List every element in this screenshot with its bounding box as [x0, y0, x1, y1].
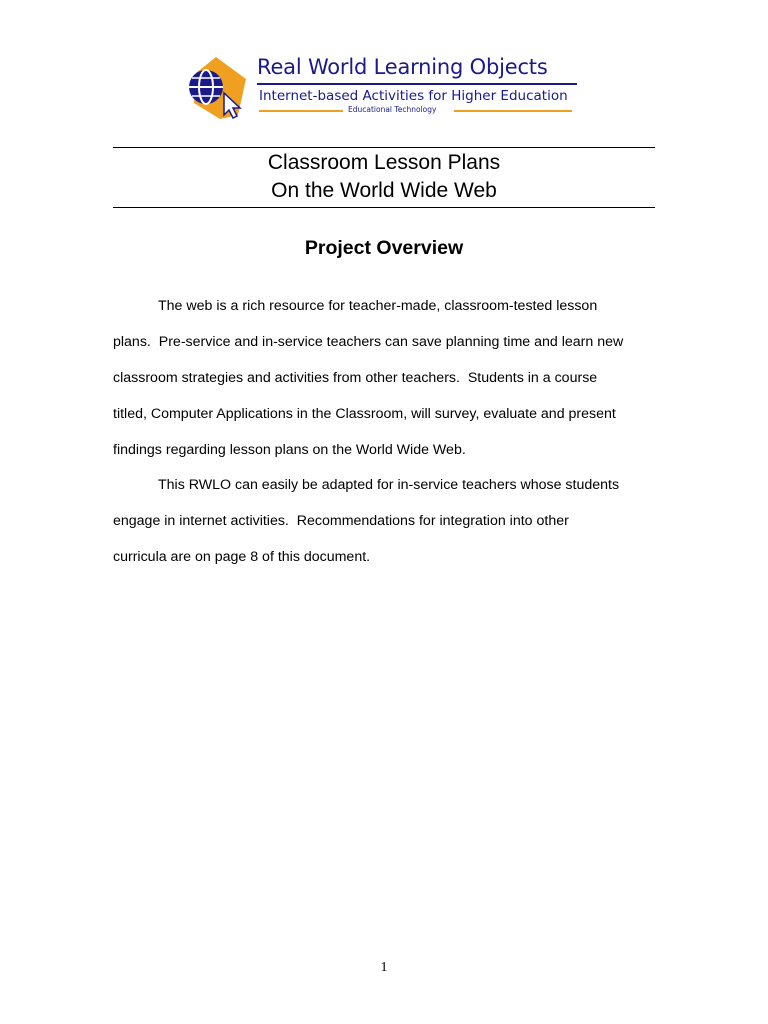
logo-tagline: Educational Technology	[348, 105, 437, 114]
globe-cursor-icon	[186, 55, 252, 121]
paragraph-line: plans. Pre-service and in-service teachers can save planning time and learn new	[113, 334, 624, 350]
logo-subtitle: Internet-based Activities for Higher Education	[259, 88, 568, 104]
title-rule-top	[113, 147, 655, 148]
logo-accent-rule	[454, 110, 572, 112]
paragraph-line: titled, Computer Applications in the Classroom, will survey, evaluate and present	[113, 406, 616, 422]
logo-title: Real World Learning Objects	[257, 55, 548, 79]
document-title-line-2: On the World Wide Web	[271, 179, 497, 202]
title-rule-bottom	[113, 207, 655, 208]
section-heading: Project Overview	[304, 237, 464, 259]
page-number: 1	[380, 960, 388, 975]
paragraph-line: classroom strategies and activities from other teachers. Students in a course	[113, 370, 598, 386]
rwlo-logo	[186, 52, 586, 122]
paragraph-line: findings regarding lesson plans on the World Wide Web.	[113, 442, 466, 458]
paragraph-line: engage in internet activities. Recommendations for integration into other	[113, 513, 569, 529]
paragraph-line: curricula are on page 8 of this document.	[113, 549, 371, 565]
paragraph-line: The web is a rich resource for teacher-made, classroom-tested lesson	[158, 298, 598, 314]
paragraph-line: This RWLO can easily be adapted for in-service teachers whose students	[158, 477, 620, 493]
logo-accent-rule	[259, 110, 343, 112]
logo-rule	[257, 83, 577, 85]
document-title-line-1: Classroom Lesson Plans	[267, 151, 501, 174]
